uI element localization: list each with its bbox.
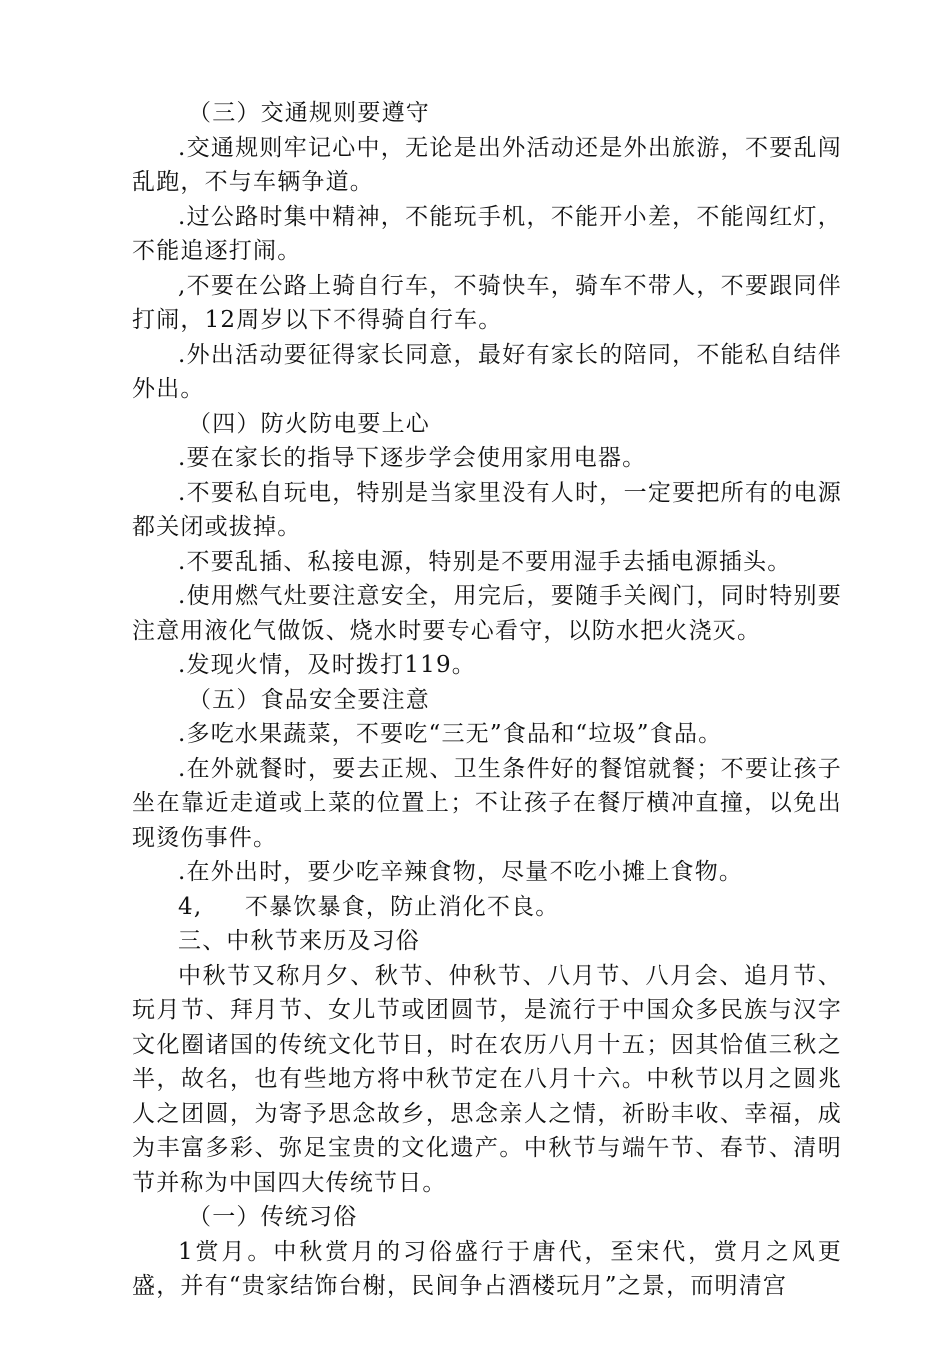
section-heading-traffic: （三）交通规则要遵守	[188, 100, 430, 126]
traffic-rule-1: .交通规则牢记心中，无论是出外活动还是外出旅游，不要乱闯乱跑，不与车辆争道。	[132, 134, 842, 195]
traffic-rule-2: .过公路时集中精神，不能玩手机，不能开小差，不能闯红灯，不能追逐打闹。	[132, 203, 842, 264]
section-heading-fire-electric: （四）防火防电要上心	[188, 410, 430, 437]
fire-rule-4: .使用燃气灶要注意安全，用完后，要随手关阀门，同时特别要注意用液化气做饭、烧水时要专心看守，以防水把火浇灭。	[132, 583, 842, 644]
section-heading-food: （五）食品安全要注意	[188, 686, 430, 713]
fire-rule-3: .不要乱插、私接电源，特别是不要用湿手去插电源插头。	[178, 548, 792, 575]
fire-rule-5: .发现火情，及时拨打119。	[178, 652, 477, 678]
traffic-rule-3: ,不要在公路上骑自行车，不骑快车，骑车不带人，不要跟同伴打闹，12周岁以下不得骑自行车。	[132, 272, 842, 333]
fire-rule-2: .不要私自玩电，特别是当家里没有人时，一定要把所有的电源都关闭或拔掉。	[132, 479, 842, 540]
food-rule-2: .在外就餐时，要去正规、卫生条件好的餐馆就餐；不要让孩子坐在靠近走道或上菜的位置上；不让孩子在餐厅横冲直撞，以免出现烫伤事件。	[132, 755, 842, 851]
custom-moon-viewing: 1赏月。中秋赏月的习俗盛行于唐代，至宋代，赏月之风更盛，并有“贵家结饰台榭，民间争占酒楼玩月”之景，而明清宫	[132, 1238, 842, 1299]
food-rule-4: 4, 不暴饮暴食，防止消化不良。	[178, 893, 560, 920]
fire-rule-1: .要在家长的指导下逐步学会使用家用电器。	[178, 445, 647, 471]
section-heading-customs: （一）传统习俗	[188, 1204, 358, 1230]
traffic-rule-4: .外出活动要征得家长同意，最好有家长的陪同，不能私自结伴外出。	[132, 341, 842, 402]
food-rule-1: .多吃水果蔬菜，不要吃“三无”食品和“垃圾”食品。	[178, 721, 723, 747]
section-heading-mid-autumn: 三、中秋节来历及习俗	[178, 928, 420, 954]
mid-autumn-intro: 中秋节又称月夕、秋节、仲秋节、八月节、八月会、追月节、玩月节、拜月节、女儿节或团圆节，是流行于中国众多民族与汉字文化圈诸国的传统文化节日，时在农历八月十五；因其恰值三秋之半，故名，也有些地方将中秋节定在八月十六。中秋节以月之圆兆人之团圆，为寄予思念故乡，思念亲人之情，祈盼丰收、幸福，成为丰富多彩、弥足宝贵的文化遗产。中秋节与端午节、春节、清明节并称为中国四大传统节日。	[132, 962, 842, 1196]
food-rule-3: .在外出时，要少吃辛辣食物，尽量不吃小摊上食物。	[178, 859, 744, 885]
